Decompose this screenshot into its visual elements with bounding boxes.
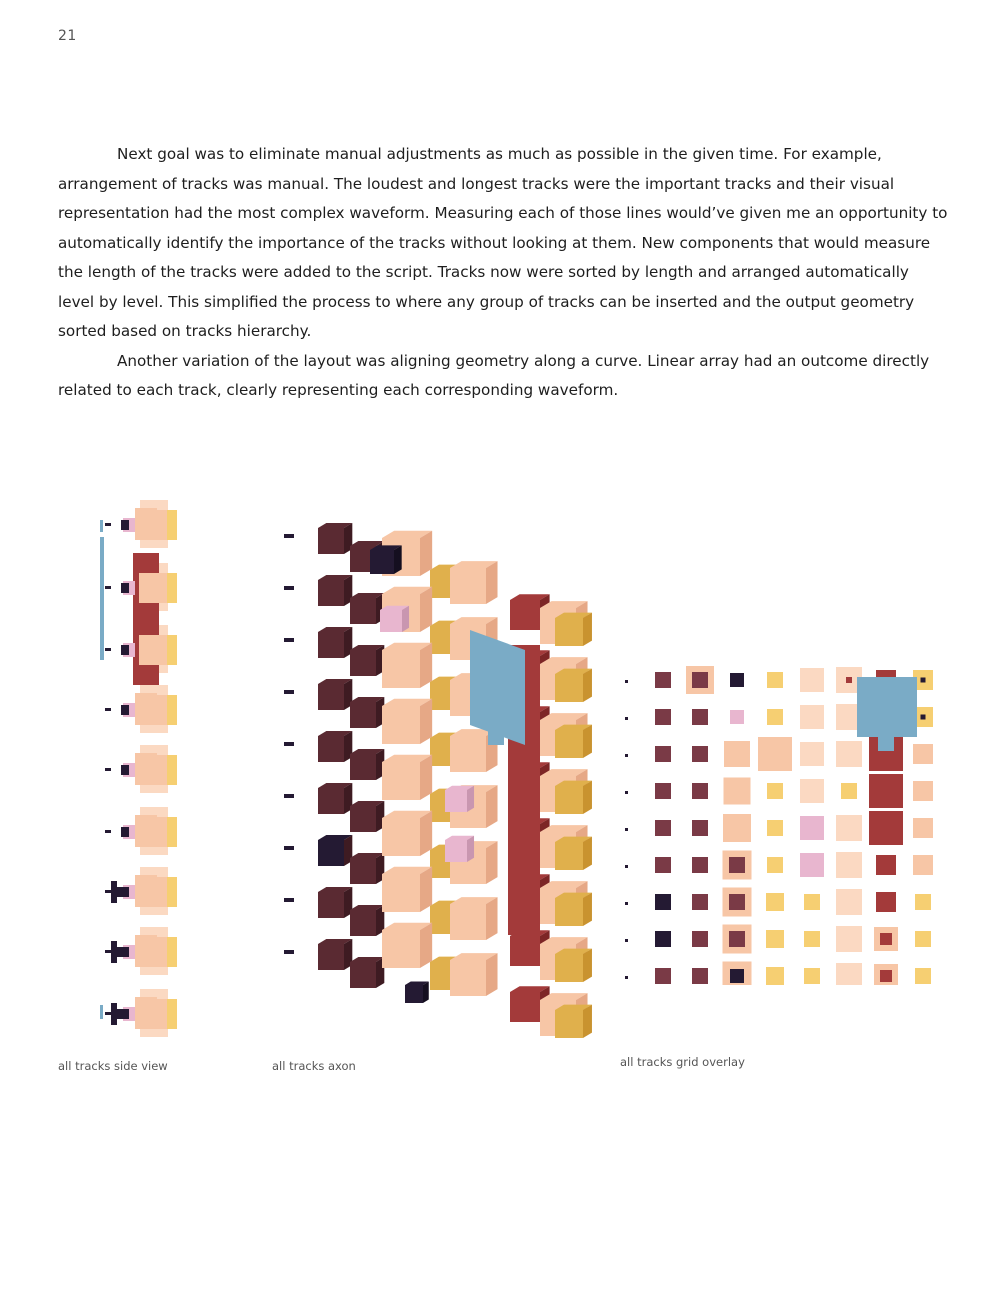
side-view-caption: all tracks side view bbox=[58, 1059, 168, 1073]
grid-image bbox=[620, 655, 945, 985]
page-number: 21 bbox=[58, 28, 77, 44]
grid-figure bbox=[620, 655, 945, 985]
paragraph-1: Next goal was to eliminate manual adjustments as much as possible in the given time. For example, arrangement of tracks was manual. The loudest and longest tracks were the important tracks and their visual representation had the most complex waveform. Measuring each of those lines would’ve given me an opportunity to automatically identify the importance of the tracks without looking at them. New components that would measure the length of the tracks were added to the script. Tracks now were sorted by length and arranged automatically level by level. This simplified the process to where any group of tracks can be inserted and the output geometry sorted based on tracks hierarchy. bbox=[58, 145, 948, 340]
paragraph-2: Another variation of the layout was aligning geometry along a curve. Linear array had an outcome directly related to each track, clearly representing each corresponding waveform. bbox=[58, 351, 930, 399]
axon-image bbox=[270, 520, 600, 1060]
axon-caption: all tracks axon bbox=[272, 1059, 356, 1073]
axon-figure bbox=[270, 520, 600, 1060]
body-text bbox=[58, 140, 948, 406]
side-view-figure bbox=[95, 495, 185, 1040]
grid-caption: all tracks grid overlay bbox=[620, 1055, 745, 1069]
side-view-image bbox=[95, 495, 185, 1040]
